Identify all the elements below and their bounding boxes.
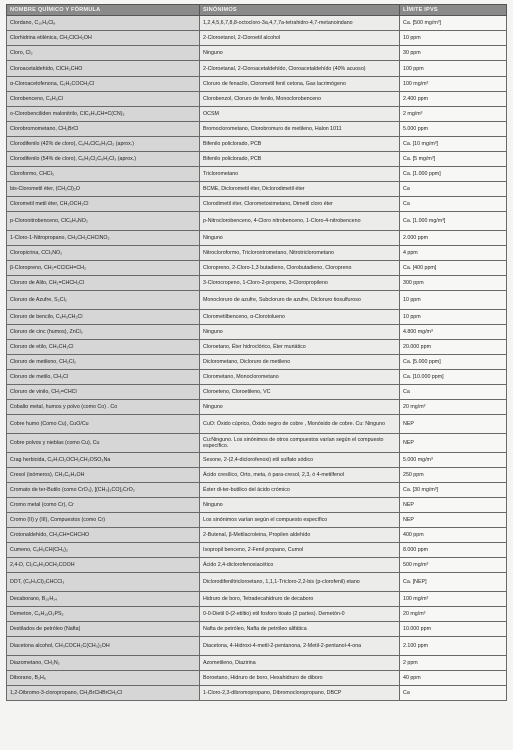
synonyms-cell: 2-Cloroetanal, 2-Cloroacetaldehído, Cloroacetaldehído (40% acuoso)	[200, 61, 400, 77]
limit-cell: Ca. [5.000 ppm]	[400, 355, 507, 370]
synonyms-cell: Cloroetano, Éter hidroclórico, Éter muriático	[200, 340, 400, 355]
limit-cell: 5.000 ppm	[400, 122, 507, 137]
table-row	[7, 607, 507, 622]
synonyms-cell: Monocloruro de azufre, Subcloruro de azufre, Dicloruro tiosulfuroso	[200, 291, 400, 310]
chemical-name-cell: bis-Clorometil éter, (CH₂Cl)₂O	[7, 182, 200, 197]
limit-cell: 4.800 mg/m³	[400, 325, 507, 340]
synonyms-cell: Azometileno, Diazirina	[200, 656, 400, 671]
table-row	[7, 656, 507, 671]
chemical-name-cell: Crotonaldehído, CH₃CH=CHCHO	[7, 528, 200, 543]
limit-cell: Ca. [30 mg/m³]	[400, 483, 507, 498]
table-row	[7, 468, 507, 483]
chemical-name-cell: Demeton, C₈H₁₉O₃PS₂	[7, 607, 200, 622]
limit-cell: 500 mg/m³	[400, 558, 507, 573]
synonyms-cell: p-Nitroclorobenceno, 4-Cloro nitrobenceno, 1-Cloro-4-nitrobenceno	[200, 212, 400, 231]
chemical-name-cell: DDT, (C₆H₄Cl)₂CHCCl₃	[7, 573, 200, 592]
synonyms-cell: Bifenilo policlorado, PCB	[200, 152, 400, 167]
limit-cell: 10 ppm	[400, 291, 507, 310]
table-row	[7, 276, 507, 291]
header-chemical-name: NOMBRE QUÍMICO Y FÓRMULA	[7, 5, 200, 16]
limit-cell: Ca. [5 mg/m³]	[400, 152, 507, 167]
table-row	[7, 261, 507, 276]
synonyms-cell: 2-Cloroetanol, 2-Cloroetil alcohol	[200, 31, 400, 46]
limit-cell: 30 ppm	[400, 46, 507, 61]
synonyms-cell: 1,2,4,5,6,7,8,8-octocloro-3a,4,7,7a-tetrahidro-4,7-metanoindano	[200, 16, 400, 31]
table-row	[7, 291, 507, 310]
chemical-name-cell: 1-Cloro-1-Nitropropano, CH₃CH₂CHClNO₂	[7, 231, 200, 246]
limit-cell: Ca. [400 ppm]	[400, 261, 507, 276]
table-row	[7, 686, 507, 701]
chemical-name-cell: 1,2-Dibromo-3-cloropropano, CH₂BrCHBrCH₂Cl	[7, 686, 200, 701]
table-row	[7, 558, 507, 573]
limit-cell: Ca. [10.000 ppm]	[400, 370, 507, 385]
limit-cell: 250 ppm	[400, 468, 507, 483]
synonyms-cell: Clorometano, Monoclorometano	[200, 370, 400, 385]
table-row	[7, 637, 507, 656]
chemical-limits-page	[6, 4, 506, 746]
header-idlh-limit: LÍMITE IPVS	[400, 5, 507, 16]
chemical-name-cell: Cloruro de Alilo, CH₂=CHCH₂Cl	[7, 276, 200, 291]
limit-cell: Ca. [500 mg/m³]	[400, 16, 507, 31]
table-row	[7, 385, 507, 400]
table-row	[7, 528, 507, 543]
chemical-name-cell: Clorometil metil éter, CH₃OCH₂Cl	[7, 197, 200, 212]
chemical-name-cell: Cloruro de cinc (humos), ZnCl₂	[7, 325, 200, 340]
table-row	[7, 61, 507, 77]
synonyms-cell: 3-Clorocropeno, 1-Cloro-2-propeno, 3-Cloropropileno	[200, 276, 400, 291]
synonyms-cell: Clorodimetil éter, Clorometoximetano, Dimetil cloro éter	[200, 197, 400, 212]
table-row	[7, 498, 507, 513]
limit-cell: 4 ppm	[400, 246, 507, 261]
chemical-name-cell: Cromato de ter-Butilo (como CrO₃), [(CH₃)₃CO]₂CrO₂	[7, 483, 200, 498]
table-row	[7, 46, 507, 61]
chemical-name-cell: Cloroformo, CHCl₃	[7, 167, 200, 182]
synonyms-cell: Éster di-ter-butilico del ácido crómico	[200, 483, 400, 498]
table-row	[7, 182, 507, 197]
limit-cell: 300 ppm	[400, 276, 507, 291]
synonyms-cell: Clorobenzol, Cloruro de fenilo, Monoclorobenceno	[200, 92, 400, 107]
chemical-name-cell: p-Cloronitrobenceno, ClC₆H₄NO₂	[7, 212, 200, 231]
limit-cell: 2.000 ppm	[400, 231, 507, 246]
synonyms-cell: Triclorometano	[200, 167, 400, 182]
synonyms-cell: Ácido cresílico, Orto, meta, ó para-cresol, 2,3, ó 4-metilfenol	[200, 468, 400, 483]
chemical-name-cell: Cloruro de etilo, CH₃CH₂Cl	[7, 340, 200, 355]
table-row	[7, 622, 507, 637]
chemical-name-cell: Cloropicrina, CCl₃NO₂	[7, 246, 200, 261]
synonyms-cell: Hidruro de boro, Tetradecahidruro de decaboro	[200, 592, 400, 607]
table-row	[7, 16, 507, 31]
chemical-name-cell: Cloruro de metilo, CH₃Cl	[7, 370, 200, 385]
limit-cell: 100 ppm	[400, 61, 507, 77]
table-row	[7, 325, 507, 340]
limit-cell: 10 ppm	[400, 310, 507, 325]
limit-cell: 100 mg/m³	[400, 592, 507, 607]
chemical-name-cell: Diacetona alcohol, CH₃COCH₂C(CH₃)₂OH	[7, 637, 200, 656]
chemical-name-cell: o-Clorobenciliden malonitrilo, ClC₆H₄CH=C(CN)₂	[7, 107, 200, 122]
chemical-limits-table	[6, 4, 507, 701]
synonyms-cell: Nitrocloroformo, Triclorontrometano, Nitrotriclorometano	[200, 246, 400, 261]
chemical-name-cell: Cobalto metal, humos y polvo (como Co) . Co	[7, 400, 200, 415]
table-row	[7, 31, 507, 46]
limit-cell: 2.100 ppm	[400, 637, 507, 656]
synonyms-cell: CuO: Óxido cúprico, Óxido negro de cobre , Monóxido de cobre. Cu: Ninguno	[200, 415, 400, 434]
synonyms-cell: Clorometilbenceno, α-Clorotolueno	[200, 310, 400, 325]
table-row	[7, 483, 507, 498]
limit-cell: NEP	[400, 513, 507, 528]
limit-cell: 100 mg/m³	[400, 77, 507, 92]
synonyms-cell: Ninguno	[200, 498, 400, 513]
synonyms-cell: Cloropreno, 2-Cloro-1,3 butadieno, Clorobutadieno, Cloropreno	[200, 261, 400, 276]
synonyms-cell: Diclorometano, Dicloruro de metileno	[200, 355, 400, 370]
synonyms-cell: BCME, Diclorometil éter, Diclorodimetil éter	[200, 182, 400, 197]
table-row	[7, 415, 507, 434]
chemical-name-cell: Clorobromometano, CH₂BrCl	[7, 122, 200, 137]
header-row	[7, 5, 507, 16]
synonyms-cell: Bromoclorometano, Clorobromuro de metileno, Halon 1011	[200, 122, 400, 137]
chemical-name-cell: Cresol (isómeros), CH₃C₆H₄OH	[7, 468, 200, 483]
table-row	[7, 231, 507, 246]
table-row	[7, 77, 507, 92]
synonyms-cell: Bifenilo policlorado, PCB	[200, 137, 400, 152]
table-row	[7, 246, 507, 261]
limit-cell: NEP	[400, 415, 507, 434]
synonyms-cell: Ninguno	[200, 231, 400, 246]
synonyms-cell: Ninguno	[200, 325, 400, 340]
synonyms-cell: Diacetona, 4-Hidroxi-4-metil-2-pentanona, 2-Metil-2-pentanol-4-ona	[200, 637, 400, 656]
synonyms-cell: Ninguno	[200, 46, 400, 61]
chemical-name-cell: Cromo metal (como Cr), Cr	[7, 498, 200, 513]
table-header	[7, 5, 507, 16]
table-row	[7, 310, 507, 325]
table-row	[7, 152, 507, 167]
table-row	[7, 434, 507, 453]
chemical-name-cell: Clorobenceno, C₆H₅Cl	[7, 92, 200, 107]
chemical-name-cell: Diazometano, CH₂N₂	[7, 656, 200, 671]
limit-cell: 10 ppm	[400, 31, 507, 46]
table-row	[7, 513, 507, 528]
chemical-name-cell: Cloruro de metileno, CH₂Cl₂	[7, 355, 200, 370]
synonyms-cell: 0-0-Dietil 0-(2-etiltio) etil fosforo tioato (2 partes). Demetón-0	[200, 607, 400, 622]
chemical-name-cell: β-Cloropreno, CH₂=CClCH=CH₂	[7, 261, 200, 276]
chemical-name-cell: Cumeno, C₆H₅CH(CH₃)₂	[7, 543, 200, 558]
synonyms-cell: Cloruro de fenacilo, Clorometil fenil cetona, Gas lacrimógeno	[200, 77, 400, 92]
limit-cell: Ca. [1.000 mg/m³]	[400, 212, 507, 231]
table-row	[7, 197, 507, 212]
table-row	[7, 400, 507, 415]
chemical-name-cell: Clordano, C₁₀H₆Cl₈	[7, 16, 200, 31]
synonyms-cell: OCSM	[200, 107, 400, 122]
synonyms-cell: 1-Cloro-2,3-dibromopropano, Dibromocloropropano, DBCP	[200, 686, 400, 701]
limit-cell: 400 ppm	[400, 528, 507, 543]
limit-cell: Ca	[400, 686, 507, 701]
table-row	[7, 122, 507, 137]
table-row	[7, 107, 507, 122]
limit-cell: NEP	[400, 498, 507, 513]
synonyms-cell: Ninguno	[200, 400, 400, 415]
table-row	[7, 137, 507, 152]
synonyms-cell: Ácido 2,4-diclorofenoxiacético	[200, 558, 400, 573]
synonyms-cell: Los sinónimos varían según el compuesto específico	[200, 513, 400, 528]
table-body	[7, 16, 507, 701]
limit-cell: 20 mg/m³	[400, 400, 507, 415]
chemical-name-cell: Cobre polvos y nieblas (como Cu), Cu	[7, 434, 200, 453]
table-row	[7, 167, 507, 182]
synonyms-cell: Cloroeteno, Cloroetileno, VC	[200, 385, 400, 400]
limit-cell: Ca	[400, 182, 507, 197]
table-row	[7, 92, 507, 107]
limit-cell: Ca	[400, 385, 507, 400]
chemical-name-cell: Cloroacetaldehído, ClCH₂CHO	[7, 61, 200, 77]
chemical-name-cell: Cloro, Cl₂	[7, 46, 200, 61]
limit-cell: 40 ppm	[400, 671, 507, 686]
limit-cell: 8.000 ppm	[400, 543, 507, 558]
synonyms-cell: Cu:Ninguno. Los sinónimos de otros compuestos varían según el compuesto específico.	[200, 434, 400, 453]
header-synonyms: SINÓNIMOS	[200, 5, 400, 16]
synonyms-cell: Nafta de petróleo, Nafta de petróleo alifática	[200, 622, 400, 637]
chemical-name-cell: 2,4-D, Cl₂C₆H₃OCH₂COOH	[7, 558, 200, 573]
table-row	[7, 340, 507, 355]
table-row	[7, 592, 507, 607]
chemical-name-cell: Cloruro de Azufre, S₂Cl₂	[7, 291, 200, 310]
table-row	[7, 543, 507, 558]
limit-cell: 2 ppm	[400, 656, 507, 671]
chemical-name-cell: Cloruro de bencilo, C₆H₅CH₂Cl	[7, 310, 200, 325]
limit-cell: Ca	[400, 197, 507, 212]
chemical-name-cell: Crag herbicida, C₈H₇Cl₂OCH₂CH₂OSO₃Na	[7, 453, 200, 468]
limit-cell: 2.400 ppm	[400, 92, 507, 107]
synonyms-cell: Diclorodifeniltricloroetano, 1,1,1-Tricloro-2,2-bis (p-clorofenil) etano	[200, 573, 400, 592]
chemical-name-cell: Clorodifenilo (42% de cloro), C₆H₄ClC₆H₃Cl₂ (aprox.)	[7, 137, 200, 152]
synonyms-cell: Isopropil benceno, 2-Fenil propano, Cumol	[200, 543, 400, 558]
chemical-name-cell: Cobre humo (Como Cu), CuO/Cu	[7, 415, 200, 434]
chemical-name-cell: Decaborano, B₁₀H₁₄	[7, 592, 200, 607]
limit-cell: NEP	[400, 434, 507, 453]
chemical-name-cell: Destilados de petróleo (Nafta)	[7, 622, 200, 637]
chemical-name-cell: Cloruro de vinilo, CH₂=CHCl	[7, 385, 200, 400]
synonyms-cell: 2-Butenal, β-Metilacroleina, Propilen aldehído	[200, 528, 400, 543]
synonyms-cell: Boroetano, Hidruro de boro, Hexahidruro de diboro	[200, 671, 400, 686]
limit-cell: 5.000 mg/m³	[400, 453, 507, 468]
table-row	[7, 212, 507, 231]
chemical-name-cell: Cromo (II) y (III), Compuestos (como Cr)	[7, 513, 200, 528]
limit-cell: 20 mg/m³	[400, 607, 507, 622]
chemical-name-cell: Clorodifenilo (54% de cloro), C₆H₃Cl₂C₆H₂Cl₃ (aprox.)	[7, 152, 200, 167]
limit-cell: Ca. [1.000 ppm]	[400, 167, 507, 182]
limit-cell: 10.000 ppm	[400, 622, 507, 637]
limit-cell: Ca. [NEP]	[400, 573, 507, 592]
chemical-name-cell: α-Cloroacetofenona, C₆H₅COCH₂Cl	[7, 77, 200, 92]
table-row	[7, 453, 507, 468]
limit-cell: Ca. [10 mg/m³]	[400, 137, 507, 152]
table-row	[7, 671, 507, 686]
table-row	[7, 370, 507, 385]
chemical-name-cell: Diborano, B₂H₆	[7, 671, 200, 686]
table-row	[7, 355, 507, 370]
limit-cell: 20.000 ppm	[400, 340, 507, 355]
table-row	[7, 573, 507, 592]
chemical-name-cell: Clorhidrina etilénica, CH₂ClCH₂OH	[7, 31, 200, 46]
synonyms-cell: Sesone, 2-(2,4-diclorofenoxi) etil sulfato sódico	[200, 453, 400, 468]
limit-cell: 2 mg/m³	[400, 107, 507, 122]
